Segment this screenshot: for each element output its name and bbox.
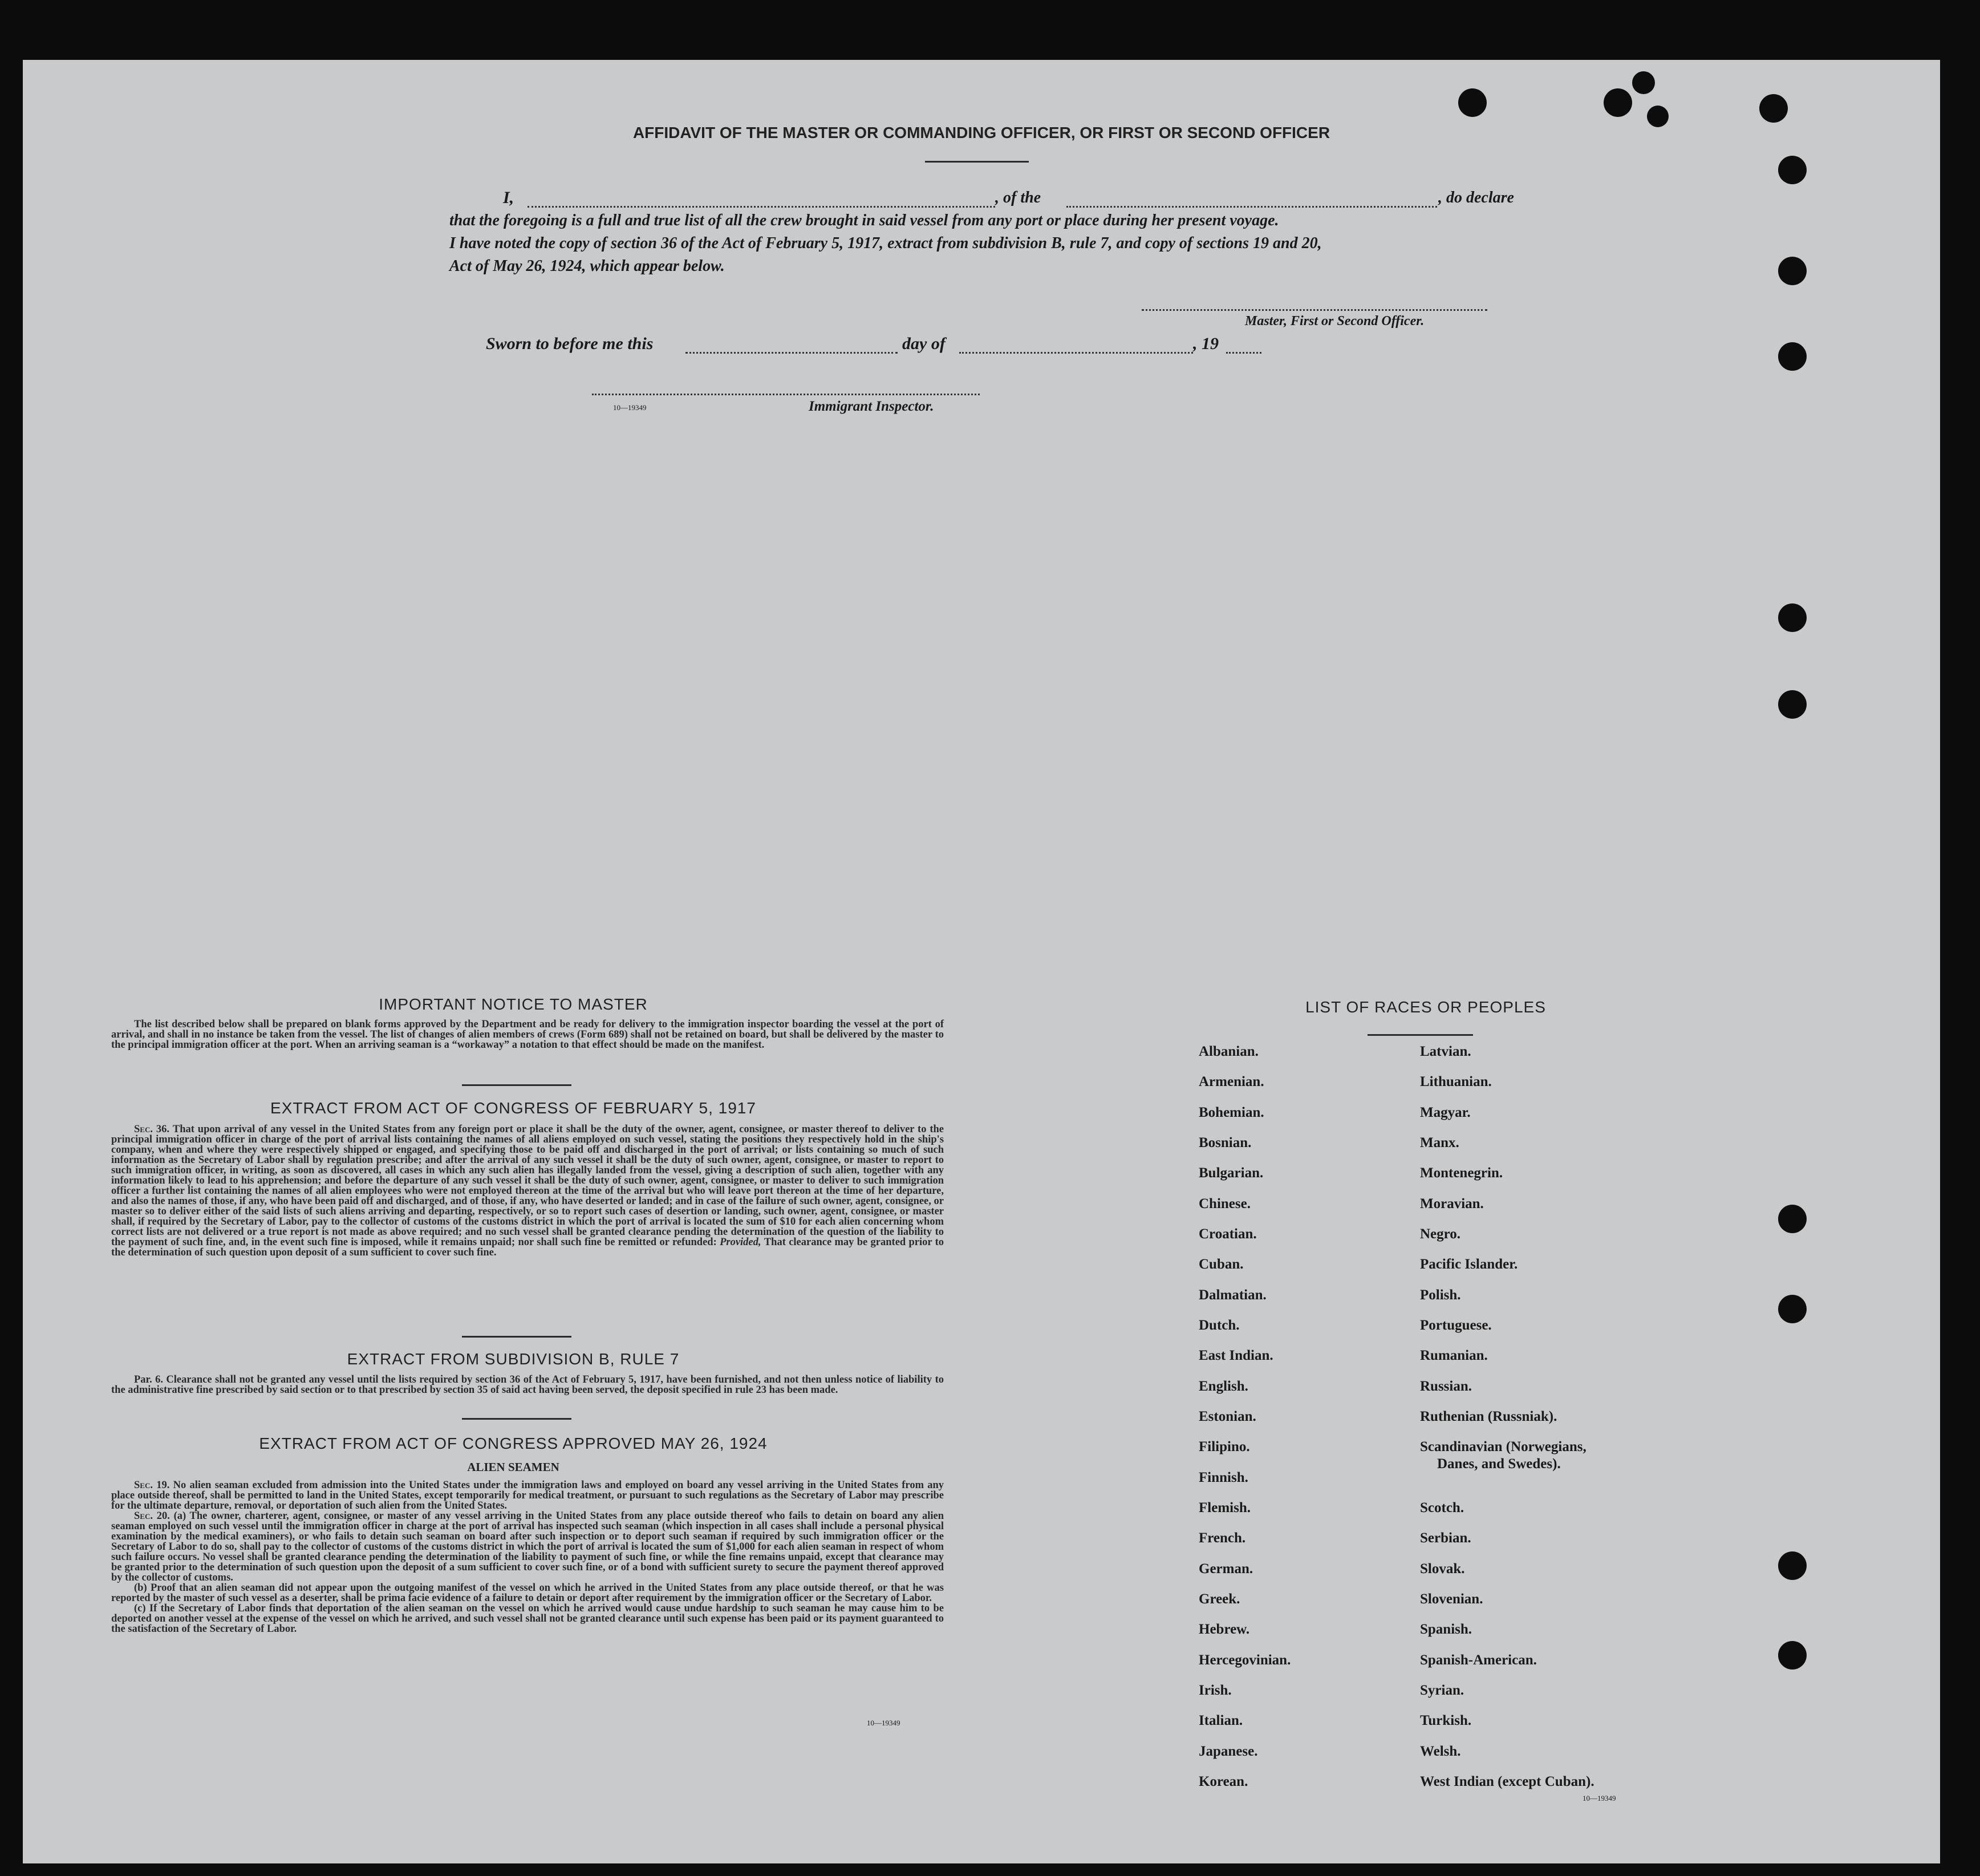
race-item: East Indian.	[1199, 1348, 1273, 1363]
heading-divider	[925, 161, 1029, 163]
race-item: Ruthenian (Russniak).	[1420, 1409, 1557, 1424]
binder-hole	[1778, 342, 1807, 371]
subdivision-heading: EXTRACT FROM SUBDIVISION B, RULE 7	[347, 1350, 680, 1368]
sec-20a-text: (a) The owner, charterer, agent, consignee, or master of any vessel arriving in the United States from any place outside thereof who fails to detain on board any alien seaman employed on such vessel until the immigration officer in charge at the port of arrival has inspected such seaman (which inspection in all cases shall include a personal physical examination by the medical examiners), or who fails to detain such seaman on board after such inspection or to deport such seaman if required by such immigration officer or the Secretary of Labor to do so, shall pay to the collector of customs of the customs district in which the port of arrival is located the sum of $1,000 for each alien seaman in respect of whom such failure occurs. No vessel shall be granted clearance pending the determination of the liability to payment of such fine, or while the fine remains unpaid, except that clearance may be granted prior to the determination of such question upon the deposit of a sum sufficient to cover such fine, or of a bond with sufficient surety to secure the payment thereof approved by the collector of customs.	[111, 1510, 944, 1583]
binder-hole	[1778, 603, 1807, 632]
manifest-sheet	[23, 60, 1940, 1863]
sec-19-label: Sec. 19.	[134, 1480, 170, 1491]
race-item: Scandinavian (Norwegians,	[1420, 1439, 1587, 1454]
notice-text	[111, 1019, 944, 1050]
race-item: Welsh.	[1420, 1744, 1461, 1759]
binder-hole	[1778, 257, 1807, 285]
race-item: Montenegrin.	[1420, 1165, 1503, 1181]
binder-hole	[1458, 88, 1487, 117]
sworn-day-blank[interactable]	[685, 352, 898, 354]
race-item: Greek.	[1199, 1591, 1240, 1607]
section-divider	[462, 1084, 571, 1086]
vessel-name-blank[interactable]	[1066, 206, 1437, 208]
race-item: Italian.	[1199, 1713, 1243, 1728]
race-item: Cuban.	[1199, 1257, 1244, 1272]
extract-1924-heading: EXTRACT FROM ACT OF CONGRESS APPROVED MAY 26, 1924	[259, 1435, 768, 1452]
race-item: Slovak.	[1420, 1561, 1465, 1577]
sworn-label: Sworn to before me this	[486, 334, 654, 353]
race-item: Manx.	[1420, 1135, 1459, 1150]
section-divider	[462, 1418, 571, 1420]
race-item: Syrian.	[1420, 1683, 1464, 1698]
year-label: , 19	[1193, 334, 1219, 353]
race-item: Bosnian.	[1199, 1135, 1252, 1150]
form-number: 10—19349	[867, 1719, 900, 1727]
master-signature-label: Master, First or Second Officer.	[1245, 314, 1425, 329]
affidavit-i: I,	[503, 188, 514, 207]
race-item: Dutch.	[1199, 1318, 1240, 1333]
sworn-month-blank[interactable]	[959, 352, 1193, 354]
form-number: 10—19349	[1583, 1794, 1616, 1802]
race-item: Bohemian.	[1199, 1105, 1264, 1120]
races-heading: LIST OF RACES OR PEOPLES	[1305, 998, 1546, 1016]
race-item: Spanish-American.	[1420, 1652, 1537, 1668]
race-item: Scotch.	[1420, 1500, 1464, 1516]
race-item: Croatian.	[1199, 1226, 1257, 1242]
extract-1917-heading: EXTRACT FROM ACT OF CONGRESS OF FEBRUARY 5, 1917	[270, 1099, 756, 1117]
race-item: Bulgarian.	[1199, 1165, 1264, 1181]
inspector-label: Immigrant Inspector.	[809, 399, 934, 414]
sworn-year-blank[interactable]	[1226, 352, 1261, 354]
race-item: Portuguese.	[1420, 1318, 1492, 1333]
affidavit-line-3: I have noted the copy of section 36 of the Act of February 5, 1917, extract from subdivision B, rule 7, and copy of sections 19 and 20,	[449, 234, 1322, 252]
section-divider	[462, 1336, 571, 1338]
race-item: German.	[1199, 1561, 1253, 1577]
race-item: Irish.	[1199, 1683, 1232, 1698]
form-number: 10—19349	[613, 403, 647, 412]
affidavit-do-declare: , do declare	[1438, 189, 1514, 206]
race-item: Japanese.	[1199, 1744, 1258, 1759]
affidavit-line-4: Act of May 26, 1924, which appear below.	[449, 257, 725, 275]
races-divider	[1368, 1034, 1473, 1036]
sec-19-text: No alien seaman excluded from admission into the United States under the immigration laws and employed on board any vessel arriving in the United States from any place outside thereof, shall be permitted to land in the United States, except temporarily for medical treatment, or pursuant to such regulations as the Secretary of Labor may prescribe for the ultimate departure, removal, or deportation of such alien from the United States.	[111, 1480, 944, 1512]
race-item: Serbian.	[1420, 1530, 1471, 1546]
race-item: Albanian.	[1199, 1044, 1259, 1059]
extract-1924-text	[111, 1480, 944, 1634]
race-item: Rumanian.	[1420, 1348, 1488, 1363]
affidavit-of-the: , of the	[995, 189, 1041, 206]
binder-hole	[1604, 88, 1632, 117]
day-of-label: day of	[902, 334, 946, 353]
race-item: Dalmatian.	[1199, 1287, 1267, 1303]
alien-seamen-subheading: ALIEN SEAMEN	[467, 1460, 559, 1474]
paragraph-6: Par. 6. Clearance shall not be granted any vessel until the lists required by section 36 of the Act of February 5, 1917, have been furnished, and not then unless notice of liability to the administrative fine prescribed by said section or to that prescribed by section 35 of said act having been served, the deposit specified in rule 23 has been made.	[111, 1374, 944, 1396]
race-item: Spanish.	[1420, 1622, 1472, 1637]
binder-hole	[1778, 1551, 1807, 1580]
binder-hole	[1778, 690, 1807, 719]
sec-20-label: Sec. 20.	[134, 1510, 170, 1522]
race-item: Moravian.	[1420, 1196, 1484, 1212]
sec-20c-text: (c) If the Secretary of Labor finds that deportation of the alien seaman on the vessel on which he arrived would cause undue hardship to such seaman he may cause him to be deported on another vessel at the expense of the vessel on which he arrived, and such vessel shall not be granted clearance until such expense has been paid or its payment guaranteed to the satisfaction of the Secretary of Labor.	[111, 1603, 944, 1635]
notice-heading: IMPORTANT NOTICE TO MASTER	[379, 995, 648, 1013]
section-number: Sec. 36.	[134, 1124, 169, 1135]
declarant-name-blank[interactable]	[528, 206, 995, 208]
provided-word: Provided,	[720, 1237, 761, 1248]
race-item: Polish.	[1420, 1287, 1461, 1303]
race-item: Hebrew.	[1199, 1622, 1250, 1637]
affidavit-heading: AFFIDAVIT OF THE MASTER OR COMMANDING OFFICER, OR FIRST OR SECOND OFFICER	[632, 124, 1330, 141]
race-item: Lithuanian.	[1420, 1074, 1492, 1089]
binder-hole	[1778, 1295, 1807, 1323]
race-item: Pacific Islander.	[1420, 1257, 1518, 1272]
binder-hole	[1778, 156, 1807, 184]
binder-hole	[1778, 1641, 1807, 1670]
sec-20b-text: (b) Proof that an alien seaman did not appear upon the outgoing manifest of the vessel on which he arrived in the United States from any place outside thereof, or that he was reported by the master of such vessel as a deserter, shall be prima facie evidence of a failure to detain or deport after requirement by the immigration officer or the Secretary of Labor.	[111, 1582, 944, 1604]
race-item: Russian.	[1420, 1379, 1472, 1394]
race-item: Hercegovinian.	[1199, 1652, 1291, 1668]
notice-paragraph: The list described below shall be prepared on blank forms approved by the Department and be ready for delivery to the immigration inspector boarding the vessel at the port of arrival, and shall in no instance be taken from the vessel. The list of changes of alien members of crews (Form 689) shall not be retained on board, but shall be delivered by the master to the principal immigration officer at the port. When an arriving seaman is a “workaway” a notation to that effect should be made on the manifest.	[111, 1019, 944, 1051]
race-item: Flemish.	[1199, 1500, 1251, 1516]
binder-hole	[1778, 1205, 1807, 1233]
race-item: West Indian (except Cuban).	[1420, 1774, 1594, 1789]
race-item: Finnish.	[1199, 1470, 1248, 1485]
race-item: English.	[1199, 1379, 1248, 1394]
race-item: Turkish.	[1420, 1713, 1472, 1728]
race-item: Estonian.	[1199, 1409, 1256, 1424]
race-item: Latvian.	[1420, 1044, 1471, 1059]
race-item: French.	[1199, 1530, 1246, 1546]
race-item: Korean.	[1199, 1774, 1248, 1789]
extract-1917-text	[111, 1124, 944, 1258]
subdivision-text	[111, 1375, 944, 1395]
race-item: Armenian.	[1199, 1074, 1264, 1089]
race-item: Filipino.	[1199, 1439, 1250, 1454]
race-item: Slovenian.	[1420, 1591, 1483, 1607]
race-item: Danes, and Swedes).	[1437, 1456, 1561, 1472]
binder-hole	[1759, 94, 1788, 123]
race-item: Chinese.	[1199, 1196, 1251, 1212]
race-item: Magyar.	[1420, 1105, 1471, 1120]
affidavit-line-2: that the foregoing is a full and true list of all the crew brought in said vessel from any port or place during her present voyage.	[449, 212, 1279, 229]
race-item: Negro.	[1420, 1226, 1461, 1242]
section-36-end: That clearance may be granted prior to the determination of such question upon deposit of a sum sufficient to cover such fine.	[111, 1237, 944, 1258]
binder-hole	[1632, 71, 1655, 94]
section-36-text: That upon arrival of any vessel in the United States from any foreign port or place it shall be the duty of the owner, agent, consignee, or master thereof to deliver to the principal immigration officer in charge of the port of arrival lists containing the names of all aliens employed on such vessel, stating the positions they respectively hold in the ship's company, when and where they were respectively shipped or engaged, and specifying those to be paid off and discharged in the port of arrival; or lists containing so much of such information as the Secretary of Labor shall by regulation prescribe; and after the arrival of any such vessel it shall be the duty of such owner, agent, consignee, or master to report to such immigration officer, in writing, as soon as discovered, all cases in which any such alien has illegally landed from the vessel, giving a description of such alien, together with any information likely to lead to his apprehension; and before the departure of any such vessel it shall be the duty of such owner, agent, consignee, or master to deliver to such immigration officer a further list containing the names of all alien employees who were not employed thereon at the time of the arrival but who will leave port thereon at the time of her departure, and also the names of those, if any, who have been paid off and discharged, and of those, if any, who have deserted or landed; and in case of the failure of such owner, agent, consignee, or master so to deliver either of the said lists of such aliens arriving and departing, respectively, or so to report such cases of desertion or landing, such owner, agent, consignee, or master shall, if required by the Secretary of Labor, pay to the collector of customs of the customs district in which the port of arrival is located the sum of $10 for each alien concerning whom correct lists are not delivered or a true report is not made as above required; and no such vessel shall be granted clearance pending the determination of the question of the liability to the payment of such fine, and, in the event such fine is imposed, while it remains unpaid; nor shall such fine be remitted or refunded:	[111, 1124, 944, 1248]
